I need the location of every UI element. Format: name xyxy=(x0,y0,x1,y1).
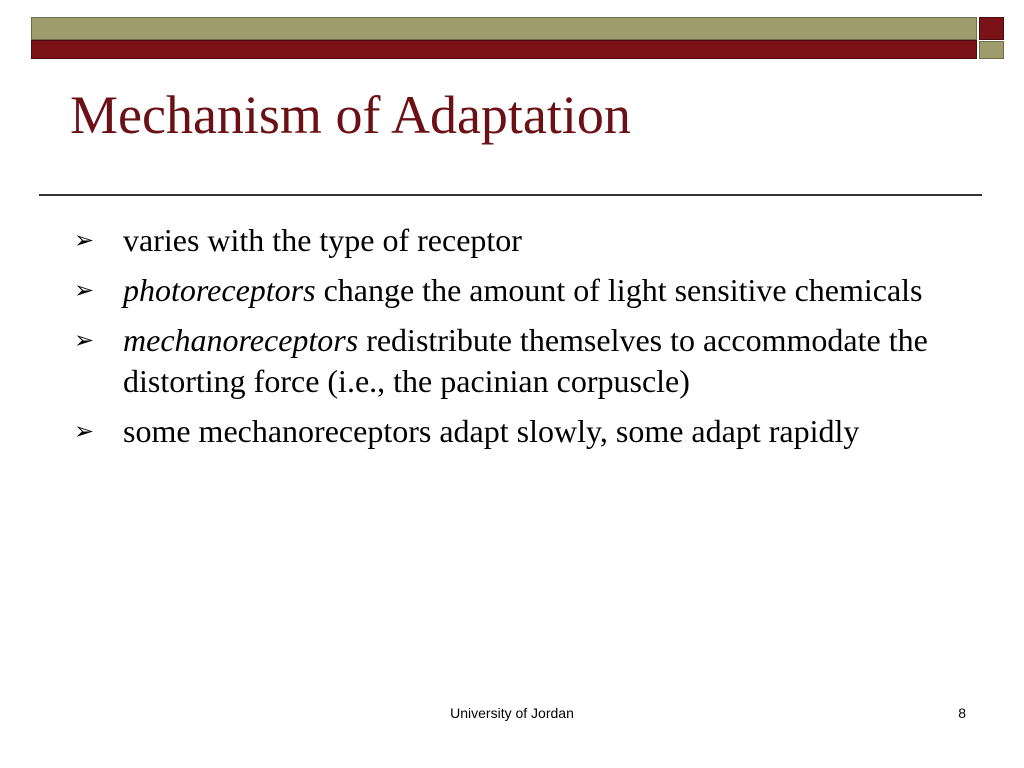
arrow-bullet-icon: ➢ xyxy=(74,326,95,354)
bullet-text: varies with the type of receptor xyxy=(123,222,522,258)
bullet-list xyxy=(74,220,944,461)
bullet-item-mechanoreceptors xyxy=(74,320,944,402)
bullet-emphasis: mechanoreceptors xyxy=(123,322,359,358)
title-divider xyxy=(39,194,982,196)
footer-page-number: 8 xyxy=(958,705,966,721)
bullet-text: some mechanoreceptors adapt slowly, some adapt rapidly xyxy=(123,413,860,449)
footer-institution: University of Jordan xyxy=(450,705,574,721)
header-corner-maroon xyxy=(979,17,1004,40)
arrow-bullet-icon: ➢ xyxy=(74,276,95,304)
bullet-item-photoreceptors xyxy=(74,270,944,311)
slide-title: Mechanism of Adaptation xyxy=(70,85,631,145)
bullet-item-receptor-type xyxy=(74,220,944,261)
header-band-olive xyxy=(31,17,977,40)
bullet-item-adapt-speed xyxy=(74,411,944,452)
bullet-text: redistribute themselves to accommodate the distorting force (i.e., the pacinian corpuscle) xyxy=(123,322,928,399)
header-band-maroon xyxy=(31,40,977,59)
arrow-bullet-icon: ➢ xyxy=(74,226,95,254)
header-corner-olive xyxy=(979,41,1004,59)
bullet-text: change the amount of light sensitive chemicals xyxy=(315,272,923,308)
arrow-bullet-icon: ➢ xyxy=(74,417,95,445)
bullet-emphasis: photoreceptors xyxy=(123,272,316,308)
